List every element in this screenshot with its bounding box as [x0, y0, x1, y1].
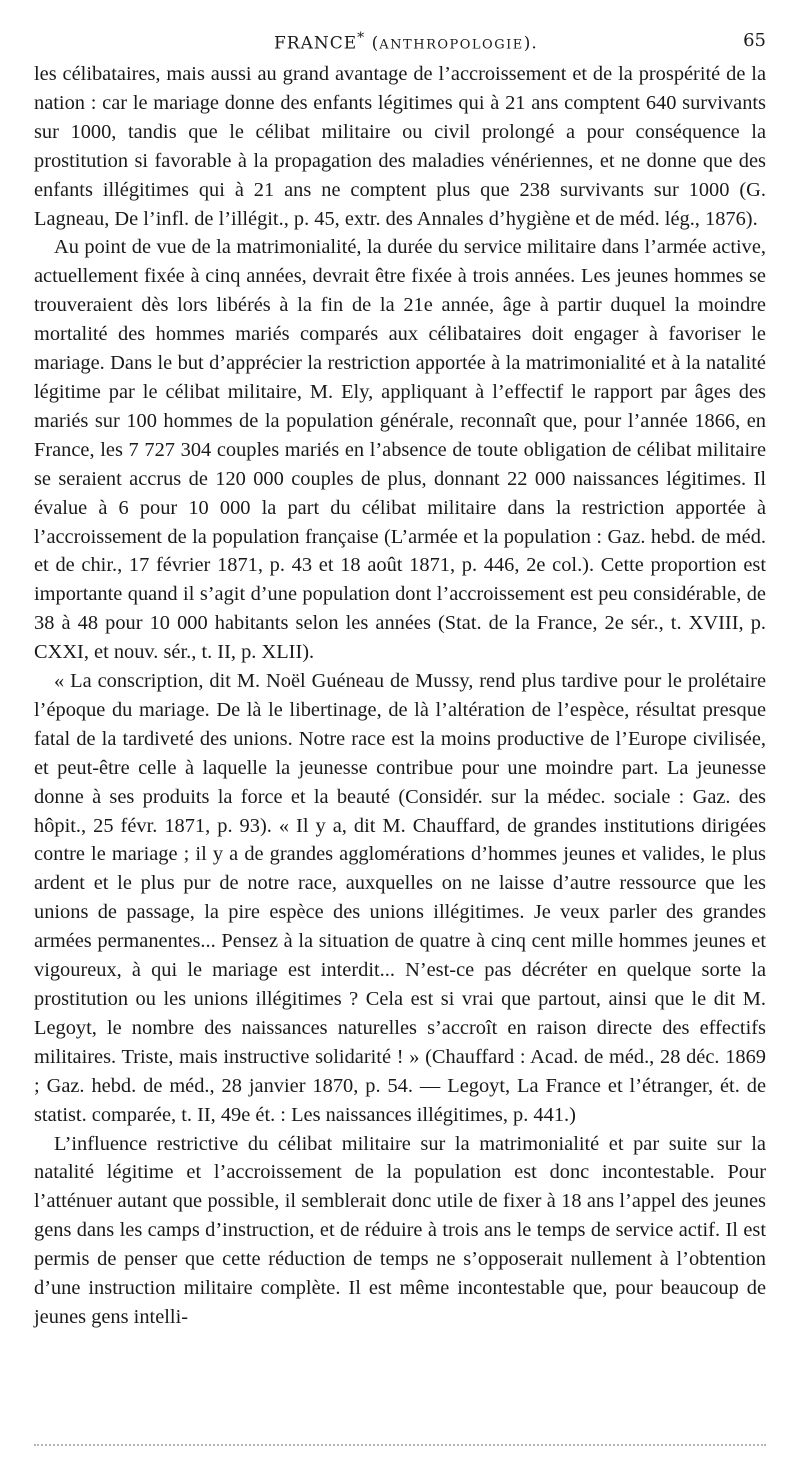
paragraph-2: Au point de vue de la matrimonialité, la durée du service militaire dans l’armée active, actuellement fixée à cinq années, devrait être fixée à trois années. Les jeunes hommes se trouveraient dès lors libérés à la fin de la 21e année, âge à partir duquel la moindre mortalité des hommes mariés comparés aux célibataires doit engager à favoriser le mariage. Dans le but d’apprécier la restriction apportée à la matrimonialité et à la natalité légitime par le célibat militaire, M. Ely, appliquant à l’effectif le rapport par âges des mariés sur 100 hommes de la population générale, reconnaît que, pour l’année 1866, en France, les 7 727 304 couples mariés en l’absence de toute obligation de célibat militaire se seraient accrus de 120 000 couples de plus, donnant 22 000 naissances légitimes. Il évalue à 6 pour 10 000 la part du célibat militaire dans la restriction apportée à l’accroissement de la population française (L’armée et la population : Gaz. hebd. de méd. et de chir., 17 février 1871, p. 43 et 18 août 1871, p. 446, 2e col.). Cette proportion est importante quand il s’agit d’une population dont l’accroissement est peu considérable, de 38 à 48 pour 10 000 habitants selon les années (Stat. de la France, 2e sér., t. XVIII, p. CXXI, et nouv. sér., t. II, p. XLII). [34, 236, 766, 664]
running-title-main: FRANCE [274, 33, 358, 54]
body-text [34, 60, 766, 1332]
running-title [274, 30, 538, 54]
paragraph-4: L’influence restrictive du célibat militaire sur la matrimonialité et par suite sur la natalité légitime et l’accroissement de la population est donc incontestable. Pour l’atténuer autant que possible, il semblerait donc utile de fixer à 18 ans l’appel des jeunes gens dans les camps d’instruction, et de réduire à trois ans le temps de service actif. Il est permis de penser que cette réduction de temps ne s’opposerait nullement à l’obtention d’une instruction militaire complète. Il est même incontestable que, pour beaucoup de jeunes gens intelli- [34, 1132, 766, 1328]
running-title-open: ( [365, 33, 380, 54]
paragraph-1: les célibataires, mais aussi au grand avantage de l’accroissement et de la prospérité de la nation : car le mariage donne des enfants légitimes qui à 21 ans comptent 640 survivants sur 1000, tandis que le célibat militaire ou civil prolongé a pour conséquence la prostitution si favorable à la propagation des maladies vénériennes, et ne donne que des enfants illégitimes qui à 21 ans ne comptent plus que 238 survivants sur 1000 (G. Lagneau, De l’infl. de l’illégit., p. 45, extr. des Annales d’hygiène et de méd. lég., 1876). [34, 63, 766, 230]
footer-rule [34, 1444, 766, 1446]
running-title-close: ). [523, 33, 538, 54]
running-title-sub: ANTHROPOLOGIE [379, 37, 524, 53]
running-title-mark: * [357, 30, 366, 46]
paragraph-3: « La conscription, dit M. Noël Guéneau de Mussy, rend plus tardive pour le prolétaire l’époque du mariage. De là le libertinage, de là l’altération de l’espèce, résultat presque fatal de la tardiveté des unions. Notre race est la moins productive de l’Europe civilisée, et peut-être celle à laquelle la jeunesse contribue pour une moindre part. La jeunesse donne à ses produits la force et la beauté (Considér. sur la médec. sociale : Gaz. des hôpit., 25 févr. 1871, p. 93). « Il y a, dit M. Chauffard, de grandes institutions dirigées contre le mariage ; il y a de grandes agglomérations d’hommes jeunes et valides, le plus ardent et le plus pur de notre race, auxquelles on ne laisse d’autre ressource que les unions de passage, la pire espèce des unions illégitimes. Je veux parler des grandes armées permanentes... Pensez à la situation de quatre à cinq cent mille hommes jeunes et vigoureux, à qui le mariage est interdit... N’est-ce pas décréter en quelque sorte la prostitution ou les unions illégitimes ? Cela est si vrai que partout, ainsi que le dit M. Legoyt, le nombre des naissances naturelles s’accroît en raison directe des effectifs militaires. Triste, mais instructive solidarité ! » (Chauffard : Acad. de méd., 28 déc. 1869 ; Gaz. hebd. de méd., 28 janvier 1870, p. 54. — Legoyt, La France et l’étranger, ét. de statist. comparée, t. II, 49e ét. : Les naissances illégitimes, p. 441.) [34, 670, 766, 1126]
document-page [34, 30, 766, 1332]
page-number: 65 [743, 30, 766, 51]
running-head [34, 30, 766, 54]
